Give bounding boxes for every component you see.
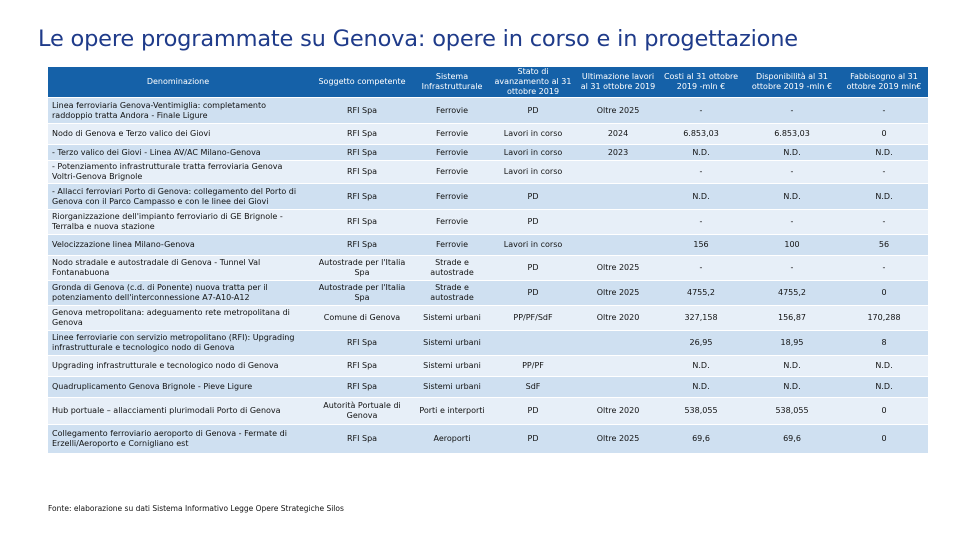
cell-soggetto: RFI Spa [308,235,416,256]
cell-disponibilita: - [744,210,840,235]
col-header-soggetto: Soggetto competente [308,67,416,98]
cell-sistema: Strade e autostrade [416,256,488,281]
cell-soggetto: Autorità Portuale di Genova [308,398,416,425]
cell-ultimazione [578,210,658,235]
cell-disponibilita: 100 [744,235,840,256]
cell-denominazione: Collegamento ferroviario aeroporto di Genova - Fermate di Erzelli/Aeroporto e Cornigliano est [48,425,308,453]
table-row [48,331,928,356]
cell-denominazione: Gronda di Genova (c.d. di Ponente) nuova tratta per il potenziamento dell'interconnessione A7-A10-A12 [48,281,308,306]
table-row [48,210,928,235]
cell-ultimazione [578,161,658,184]
cell-costi: N.D. [658,145,744,161]
cell-ultimazione: 2024 [578,124,658,145]
cell-sistema: Ferrovie [416,184,488,210]
cell-ultimazione [578,235,658,256]
cell-soggetto: RFI Spa [308,145,416,161]
cell-soggetto: Comune di Genova [308,306,416,331]
cell-ultimazione: Oltre 2020 [578,398,658,425]
cell-costi: N.D. [658,356,744,377]
table-row [48,235,928,256]
cell-disponibilita: 69,6 [744,425,840,453]
cell-fabbisogno: N.D. [840,377,928,398]
table-row [48,161,928,184]
cell-disponibilita: - [744,98,840,124]
cell-ultimazione: Oltre 2025 [578,425,658,453]
cell-stato: PD [488,425,578,453]
cell-stato: Lavori in corso [488,161,578,184]
cell-soggetto: RFI Spa [308,425,416,453]
cell-costi: - [658,161,744,184]
cell-soggetto: RFI Spa [308,184,416,210]
cell-denominazione: Linee ferroviarie con servizio metropolitano (RFI): Upgrading infrastrutturale e tecnologico nodo di Genova [48,331,308,356]
cell-disponibilita: 18,95 [744,331,840,356]
cell-sistema: Ferrovie [416,145,488,161]
table-row [48,98,928,124]
cell-soggetto: RFI Spa [308,356,416,377]
cell-sistema: Sistemi urbani [416,356,488,377]
cell-denominazione: Velocizzazione linea Milano-Genova [48,235,308,256]
cell-ultimazione [578,331,658,356]
cell-stato [488,331,578,356]
cell-denominazione: - Terzo valico dei Giovi - Linea AV/AC Milano-Genova [48,145,308,161]
col-header-sistema: Sistema Infrastrutturale [416,67,488,98]
col-header-denominazione: Denominazione [48,67,308,98]
cell-disponibilita: N.D. [744,356,840,377]
cell-costi: - [658,98,744,124]
cell-sistema: Aeroporti [416,425,488,453]
cell-stato: SdF [488,377,578,398]
table-row [48,281,928,306]
cell-disponibilita: - [744,256,840,281]
cell-costi: 538,055 [658,398,744,425]
cell-denominazione: Genova metropolitana: adeguamento rete metropolitana di Genova [48,306,308,331]
cell-fabbisogno: 0 [840,425,928,453]
cell-sistema: Ferrovie [416,161,488,184]
cell-stato: PD [488,398,578,425]
col-header-fabbisogno: Fabbisogno al 31 ottobre 2019 mln€ [840,67,928,98]
cell-costi: 327,158 [658,306,744,331]
page-title: Le opere programmate su Genova: opere in corso e in progettazione [38,26,798,52]
source-note: Fonte: elaborazione su dati Sistema Informativo Legge Opere Strategiche Silos [48,504,344,513]
cell-costi: 6.853,03 [658,124,744,145]
cell-fabbisogno: 0 [840,281,928,306]
cell-soggetto: RFI Spa [308,377,416,398]
cell-costi: - [658,210,744,235]
cell-stato: Lavori in corso [488,145,578,161]
cell-fabbisogno: 8 [840,331,928,356]
cell-costi: 156 [658,235,744,256]
col-header-disponibilita: Disponibilità al 31 ottobre 2019 -mln € [744,67,840,98]
cell-costi: N.D. [658,184,744,210]
cell-fabbisogno: 56 [840,235,928,256]
cell-costi: 4755,2 [658,281,744,306]
cell-stato: PP/PF/SdF [488,306,578,331]
cell-sistema: Sistemi urbani [416,331,488,356]
table-row [48,256,928,281]
cell-sistema: Sistemi urbani [416,377,488,398]
cell-disponibilita: N.D. [744,184,840,210]
cell-soggetto: RFI Spa [308,331,416,356]
cell-denominazione: Upgrading infrastrutturale e tecnologico nodo di Genova [48,356,308,377]
cell-denominazione: Hub portuale – allacciamenti plurimodali Porto di Genova [48,398,308,425]
cell-costi: 26,95 [658,331,744,356]
cell-stato: Lavori in corso [488,124,578,145]
cell-ultimazione: Oltre 2025 [578,281,658,306]
cell-fabbisogno: 0 [840,124,928,145]
cell-denominazione: - Allacci ferroviari Porto di Genova: collegamento del Porto di Genova con il Parco Campasso e con le linee dei Giovi [48,184,308,210]
cell-stato: PD [488,210,578,235]
cell-ultimazione [578,356,658,377]
cell-disponibilita: - [744,161,840,184]
cell-fabbisogno: - [840,98,928,124]
cell-denominazione: Nodo di Genova e Terzo valico dei Giovi [48,124,308,145]
cell-fabbisogno: N.D. [840,184,928,210]
cell-disponibilita: N.D. [744,145,840,161]
cell-sistema: Ferrovie [416,124,488,145]
col-header-costi: Costi al 31 ottobre 2019 -mln € [658,67,744,98]
opere-table [48,67,928,453]
cell-fabbisogno: N.D. [840,145,928,161]
cell-ultimazione [578,377,658,398]
cell-sistema: Ferrovie [416,235,488,256]
table-row [48,145,928,161]
cell-costi: N.D. [658,377,744,398]
cell-stato: Lavori in corso [488,235,578,256]
cell-stato: PD [488,256,578,281]
table-row [48,184,928,210]
table-row [48,377,928,398]
cell-ultimazione: Oltre 2020 [578,306,658,331]
cell-disponibilita: 6.853,03 [744,124,840,145]
cell-soggetto: RFI Spa [308,161,416,184]
cell-stato: PD [488,184,578,210]
cell-stato: PD [488,281,578,306]
cell-stato: PP/PF [488,356,578,377]
cell-denominazione: Nodo stradale e autostradale di Genova - Tunnel Val Fontanabuona [48,256,308,281]
cell-fabbisogno: N.D. [840,356,928,377]
cell-costi: 69,6 [658,425,744,453]
cell-disponibilita: 4755,2 [744,281,840,306]
cell-fabbisogno: 0 [840,398,928,425]
table-row [48,425,928,453]
table-row [48,124,928,145]
cell-soggetto: Autostrade per l'Italia Spa [308,256,416,281]
col-header-stato: Stato di avanzamento al 31 ottobre 2019 [488,67,578,98]
table-row [48,306,928,331]
cell-sistema: Ferrovie [416,98,488,124]
col-header-ultimazione: Ultimazione lavori al 31 ottobre 2019 [578,67,658,98]
cell-sistema: Ferrovie [416,210,488,235]
cell-ultimazione [578,184,658,210]
cell-fabbisogno: - [840,256,928,281]
cell-stato: PD [488,98,578,124]
cell-sistema: Porti e interporti [416,398,488,425]
table-row [48,356,928,377]
cell-soggetto: RFI Spa [308,124,416,145]
cell-sistema: Sistemi urbani [416,306,488,331]
table-row [48,398,928,425]
cell-denominazione: - Potenziamento infrastrutturale tratta ferroviaria Genova Voltri-Genova Brignole [48,161,308,184]
cell-denominazione: Linea ferroviaria Genova-Ventimiglia: completamento raddoppio tratta Andora - Finale Ligure [48,98,308,124]
cell-denominazione: Riorganizzazione dell'impianto ferroviario di GE Brignole - Terralba e nuova stazione [48,210,308,235]
cell-ultimazione: Oltre 2025 [578,98,658,124]
cell-soggetto: RFI Spa [308,98,416,124]
cell-soggetto: Autostrade per l'Italia Spa [308,281,416,306]
cell-disponibilita: 156,87 [744,306,840,331]
cell-fabbisogno: - [840,161,928,184]
cell-disponibilita: 538,055 [744,398,840,425]
cell-soggetto: RFI Spa [308,210,416,235]
cell-denominazione: Quadruplicamento Genova Brignole - Pieve Ligure [48,377,308,398]
cell-disponibilita: N.D. [744,377,840,398]
table-header-row [48,67,928,98]
cell-fabbisogno: - [840,210,928,235]
cell-costi: - [658,256,744,281]
cell-fabbisogno: 170,288 [840,306,928,331]
cell-ultimazione: Oltre 2025 [578,256,658,281]
cell-ultimazione: 2023 [578,145,658,161]
cell-sistema: Strade e autostrade [416,281,488,306]
